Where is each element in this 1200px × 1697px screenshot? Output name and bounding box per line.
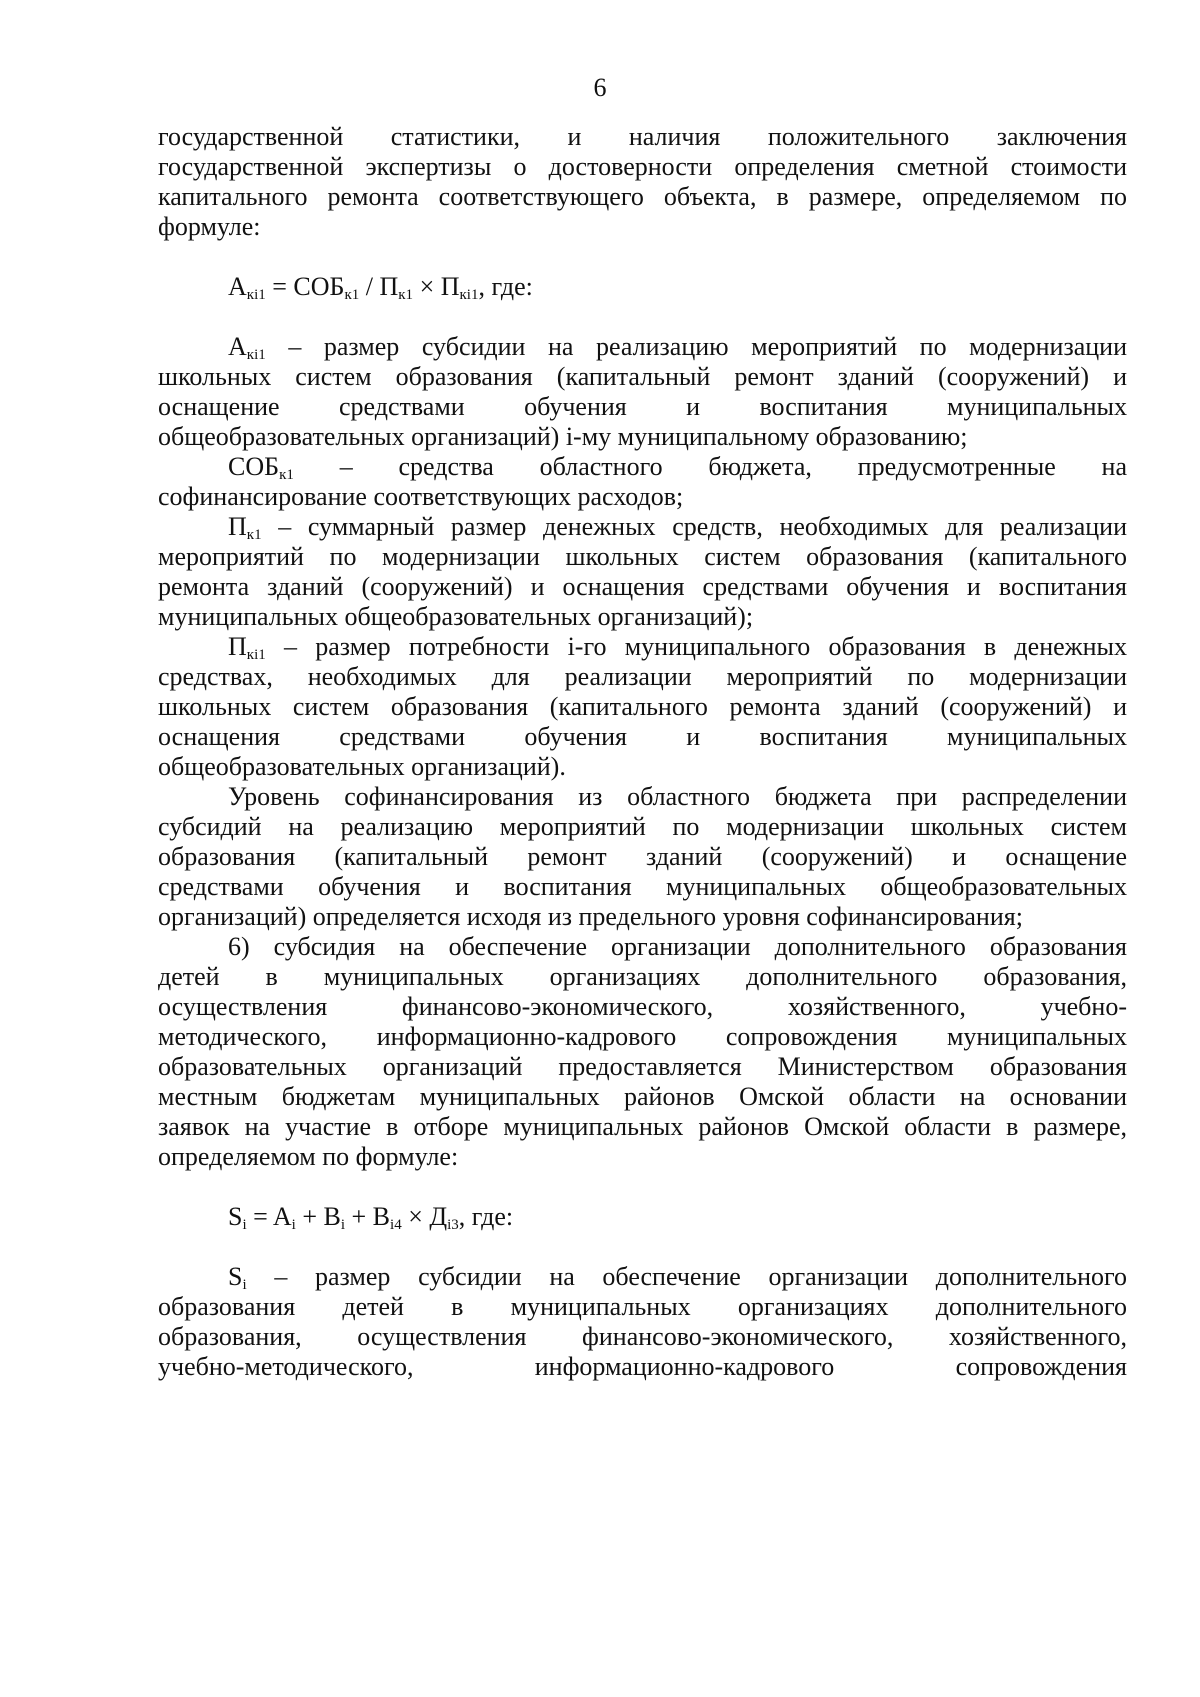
text-line: школьных систем образования (капитальный ремонт зданий (сооружений) и <box>158 362 1127 391</box>
definition-p-ki1: $П_{кi1}$ – размер потребности i-го муниципального образования в денежных <box>228 632 1128 663</box>
text-line: средствах, необходимых для реализации мероприятий по модернизации <box>158 662 1127 691</box>
formula-s-i: $S_i = A_i + B_i + B_{i4} \times Д_{i3}$, где: <box>228 1202 514 1233</box>
text-line: ремонта зданий (сооружений) и оснащения средствами обучения и воспитания <box>158 572 1127 601</box>
text-line: школьных систем образования (капитального ремонта зданий (сооружений) и <box>158 692 1127 721</box>
text-line: муниципальных общеобразовательных организаций); <box>158 602 754 631</box>
definition-s-i: $S_i$ – размер субсидии на обеспечение организации дополнительного <box>228 1262 1128 1293</box>
text-line: государственной статистики, и наличия положительного заключения <box>158 122 1127 151</box>
formula-a-ki1: $А_{кi1} = СОБ_{к1} / П_{к1} \times П_{кi1}$, где: <box>228 272 533 303</box>
text-line: 6) субсидия на обеспечение организации дополнительного образования <box>228 932 1127 961</box>
text-line: формуле: <box>158 212 261 241</box>
text-line: организаций) определяется исходя из предельного уровня софинансирования; <box>158 902 1023 931</box>
text-line: определяемом по формуле: <box>158 1142 459 1171</box>
definition-p-k1: $П_{к1}$ – суммарный размер денежных средств, необходимых для реализации <box>228 512 1127 543</box>
text-line: учебно-методического, информационно-кадрового сопровождения <box>158 1352 1127 1381</box>
text-line: государственной экспертизы о достоверности определения сметной стоимости <box>158 152 1127 181</box>
text-line: образования, осуществления финансово-экономического, хозяйственного, <box>158 1322 1127 1351</box>
definition-sob-k1: $СОБ_{к1}$ – средства областного бюджета, предусмотренные на <box>228 452 1128 483</box>
text-line: образования детей в муниципальных организациях дополнительного <box>158 1292 1127 1321</box>
text-line: местным бюджетам муниципальных районов Омской области на основании <box>158 1082 1127 1111</box>
text-line: субсидий на реализацию мероприятий по модернизации школьных систем <box>158 812 1127 841</box>
text-line: Уровень софинансирования из областного бюджета при распределении <box>228 782 1127 811</box>
text-line: общеобразовательных организаций) i-му муниципальному образованию; <box>158 422 968 451</box>
text-line: капитального ремонта соответствующего объекта, в размере, определяемом по <box>158 182 1127 211</box>
definition-a-ki1: $А_{кi1}$ – размер субсидии на реализацию мероприятий по модернизации <box>228 332 1127 363</box>
text-line: средствами обучения и воспитания муниципальных общеобразовательных <box>158 872 1127 901</box>
text-line: образования (капитальный ремонт зданий (сооружений) и оснащение <box>158 842 1127 871</box>
text-line: мероприятий по модернизации школьных систем образования (капитального <box>158 542 1127 571</box>
text-line: образовательных организаций предоставляется Министерством образования <box>158 1052 1127 1081</box>
text-line: оснащение средствами обучения и воспитания муниципальных <box>158 392 1127 421</box>
text-line: заявок на участие в отборе муниципальных районов Омской области в размере, <box>158 1112 1127 1141</box>
page-number: 6 <box>593 73 607 102</box>
text-line: общеобразовательных организаций). <box>158 752 566 781</box>
text-line: методического, информационно-кадрового сопровождения муниципальных <box>158 1022 1127 1051</box>
text-line: детей в муниципальных организациях дополнительного образования, <box>158 962 1127 991</box>
text-line: софинансирование соответствующих расходов; <box>158 482 684 511</box>
text-line: оснащения средствами обучения и воспитания муниципальных <box>158 722 1127 751</box>
text-line: осуществления финансово-экономического, хозяйственного, учебно- <box>158 992 1127 1021</box>
